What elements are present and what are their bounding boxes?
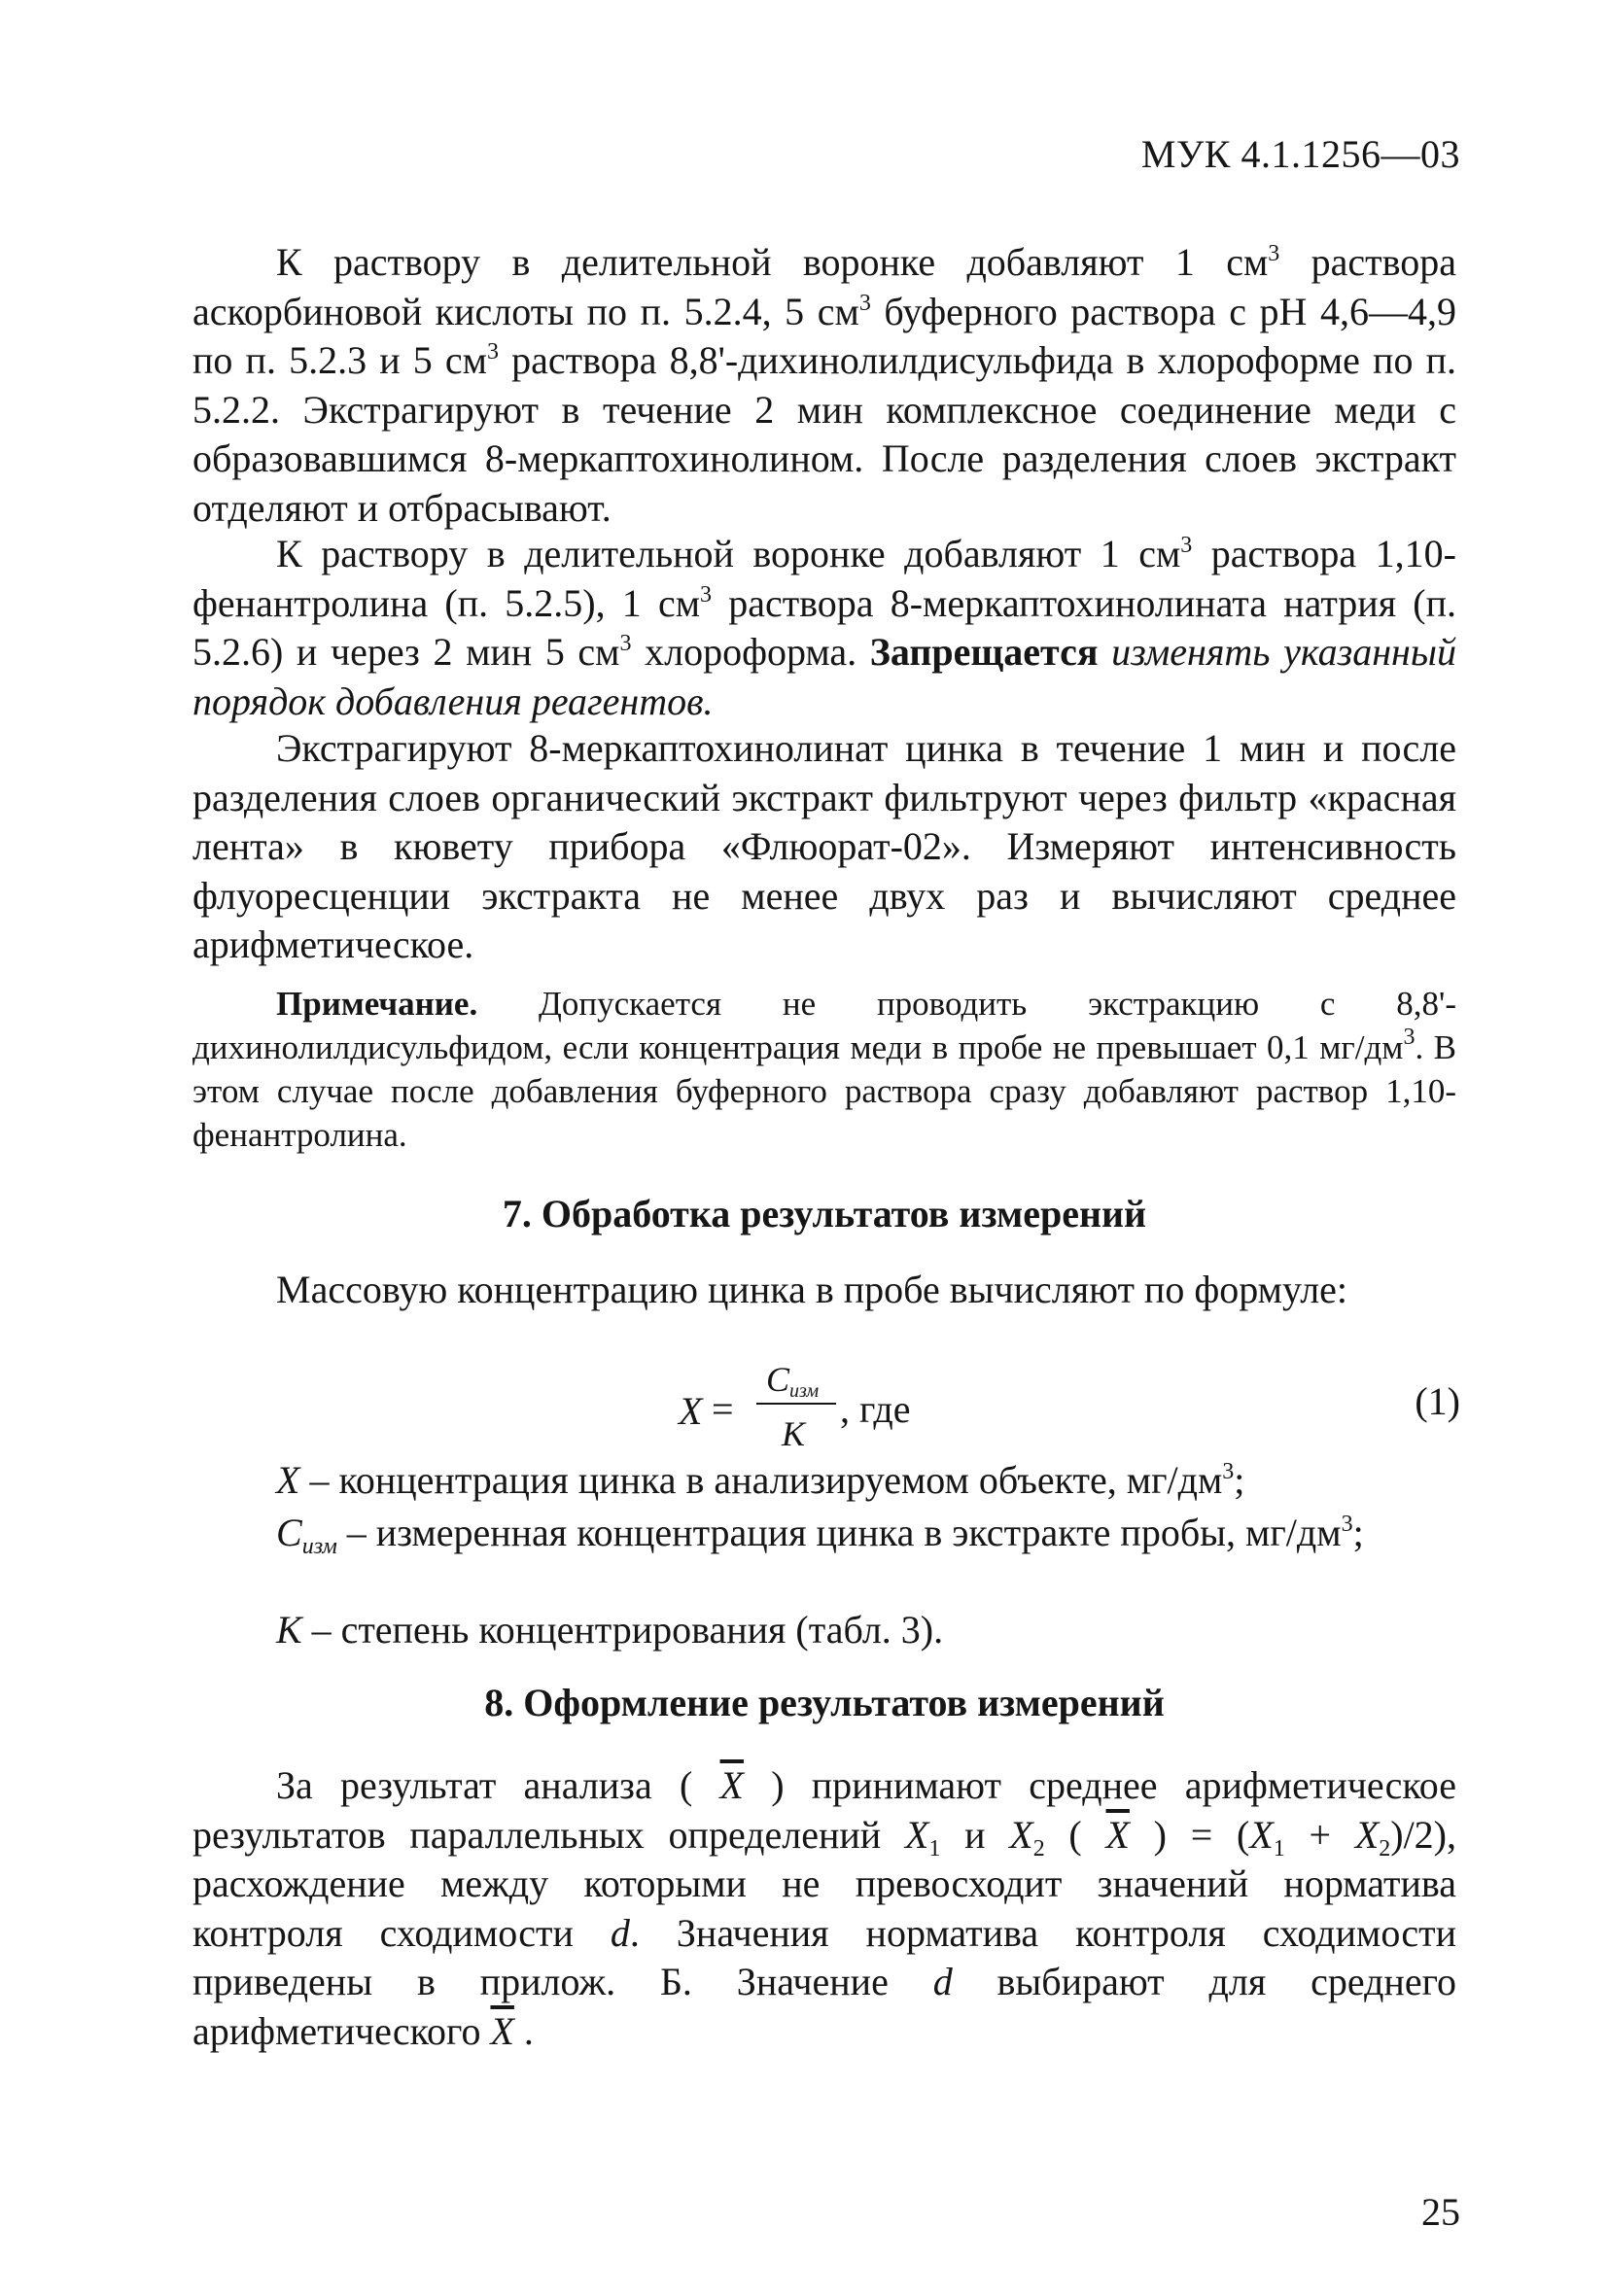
formula-numerator — [766, 1359, 819, 1400]
text-span: раствора аскорбиновой кислоты по п. 5.2.4, 5 см — [192, 240, 1456, 333]
text-span: хлороформа. — [631, 630, 870, 674]
text-span: К раствору в делительной воронке добавляют 1 см — [276, 240, 1269, 284]
section-7-intro: Массовую концентрацию цинка в пробе вычисляют по формуле: — [276, 1268, 1348, 1311]
superscript: 3 — [619, 631, 632, 656]
subscript: 2 — [1032, 1835, 1045, 1861]
text-span: Допускается не проводить экстракцию с 8,8'-дихинолилдисульфидом, если концентрация меди в пробе не превышает 0,1 мг/дм — [192, 985, 1456, 1066]
document-code-header: МУК 4.1.1256—03 — [1140, 132, 1460, 176]
x2: X — [1354, 1812, 1380, 1857]
page-number: 25 — [1421, 2190, 1460, 2234]
text-span: раствора 1,10-фенантролина (п. 5.2.5), 1 см — [192, 532, 1456, 625]
numerator-symbol: C — [766, 1360, 790, 1399]
superscript: 3 — [487, 339, 499, 365]
text-span: + — [1284, 1812, 1355, 1857]
text-span: выбирают для среднего арифметического — [192, 1960, 1456, 2053]
numerator-subscript: изм — [789, 1380, 820, 1402]
subscript: 1 — [928, 1835, 941, 1861]
symbol: К — [276, 1608, 302, 1652]
text-span: . Значения норматива контроля сходимости приведены в прилож. Б. Значение — [192, 1910, 1456, 2003]
formula-lhs: X — [679, 1389, 703, 1433]
text-span: ; — [1234, 1458, 1245, 1502]
superscript: 3 — [1341, 1512, 1353, 1537]
section-8-paragraph — [192, 1761, 1456, 2056]
text-span: ; — [1352, 1511, 1364, 1554]
text-span: . В этом случае после добавления буферного раствора сразу добавляют раствор 1,10-фенантролина. — [192, 1028, 1456, 1154]
formula-number: (1) — [1415, 1379, 1460, 1423]
formula-denominator: K — [782, 1414, 806, 1453]
fraction-bar — [756, 1403, 836, 1405]
d-symbol: d — [932, 1960, 953, 2003]
text-span: – степень концентрирования (табл. 3). — [301, 1608, 944, 1652]
italic-warning: изменять указанный порядок добавления реагентов. — [192, 630, 1456, 723]
text-span: раствора 8,8'-дихинолилдисульфида в хлороформе по п. 5.2.2. Экстрагируют в течение 2 мин комплексное соединение меди с образовавшимся 8-меркаптохинолином. После разделения слоев экстракт отделяют и отбрасывают. — [192, 338, 1456, 530]
subscript: 2 — [1379, 1835, 1391, 1861]
superscript: 3 — [1180, 533, 1193, 558]
bold-warning: Запрещается — [869, 630, 1099, 674]
section-7-heading: 7. Обработка результатов измерений — [502, 1192, 1147, 1235]
formula-tail: , где — [840, 1387, 911, 1431]
x1: X — [1249, 1812, 1274, 1857]
definition-k — [192, 1606, 1456, 1654]
x-bar: $\overline{X}$ — [1105, 1812, 1130, 1857]
text-span: ( — [1044, 1812, 1082, 1857]
x2: X — [1009, 1812, 1033, 1857]
symbol-subscript: изм — [301, 1534, 337, 1559]
symbol: X — [276, 1458, 300, 1502]
section-8-heading: 8. Оформление результатов измерений — [484, 1681, 1165, 1724]
superscript: 3 — [1403, 1025, 1416, 1050]
superscript: 3 — [858, 290, 871, 316]
note-paragraph — [192, 982, 1456, 1157]
text-span: )/2), расхождение между которыми не превосходит значений норматива контроля сходимости — [192, 1812, 1457, 1955]
x-bar: $\overline{X}$ — [490, 2008, 514, 2053]
note-label: Примечание. — [276, 985, 478, 1023]
superscript: 3 — [1222, 1459, 1235, 1484]
superscript: 3 — [700, 581, 713, 608]
paragraph-1 — [192, 238, 1456, 533]
text-span: – измеренная концентрация цинка в экстракте пробы, мг/дм — [336, 1511, 1342, 1554]
definition-c-izm — [192, 1509, 1456, 1557]
text-span: буферного раствора с рН 4,6—4,9 по п. 5.2.3 и 5 см — [192, 289, 1456, 382]
text-span: К раствору в делительной воронке добавляют 1 см — [276, 532, 1181, 575]
paragraph-3: Экстрагируют 8-меркаптохинолинат цинка в течение 1 мин и после разделения слоев органический экстракт фильтруют через фильтр «красная лента» в кювету прибора «Флюорат-02». Измеряют интенсивность флуоресценции экстракта не менее двух раз и вычисляют среднее арифметическое. — [192, 726, 1456, 966]
text-span: За результат анализа ( — [276, 1763, 693, 1807]
x-bar: $\overline{X}$ — [719, 1763, 744, 1807]
formula-equals: = — [712, 1387, 734, 1431]
text-span: ) = ( — [1153, 1812, 1250, 1857]
text-span: – концентрация цинка в анализируемом объекте, мг/дм — [299, 1458, 1223, 1502]
paragraph-2 — [192, 530, 1456, 726]
x1: X — [904, 1812, 929, 1857]
text-span: и — [940, 1812, 1010, 1857]
text-span: . — [523, 2008, 534, 2053]
symbol: C — [276, 1511, 302, 1554]
superscript: 3 — [1268, 241, 1280, 266]
subscript: 1 — [1273, 1835, 1285, 1861]
d-symbol: d — [610, 1910, 630, 1955]
text-span: ) принимают среднее арифметическое результатов параллельных определений — [192, 1763, 1457, 1857]
definition-x — [192, 1456, 1456, 1505]
formula-1 — [679, 1359, 951, 1466]
text-span: раствора 8-меркаптохинолината натрия (п. 5.2.6) и через 2 мин 5 см — [192, 580, 1456, 674]
